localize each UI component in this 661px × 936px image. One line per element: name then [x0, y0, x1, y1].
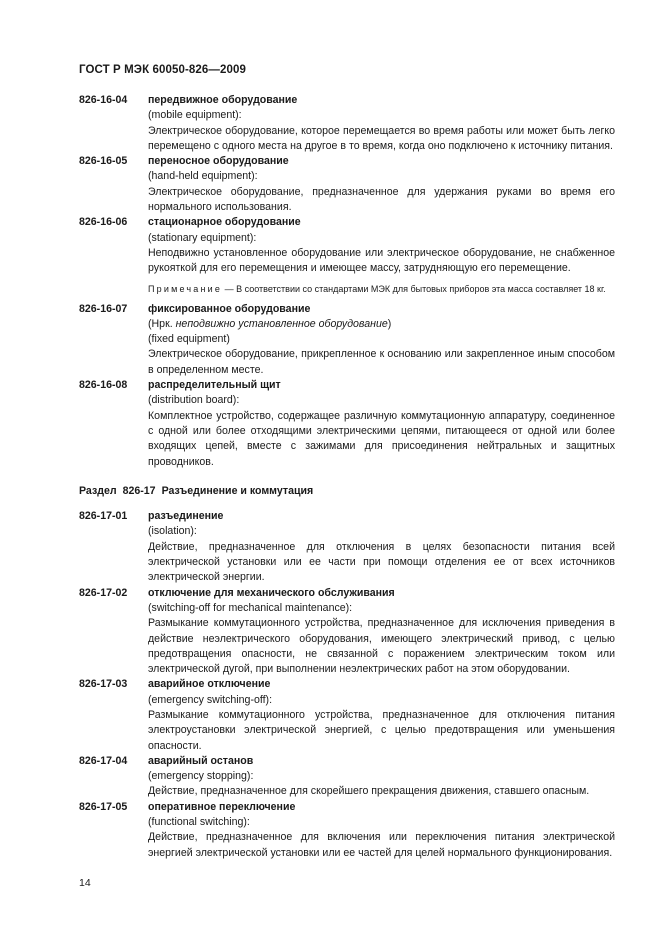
deprecated-suffix: )	[387, 317, 392, 330]
entry-term: отключение для механического обслуживания	[148, 586, 395, 599]
entry-number: 826-16-07	[79, 302, 128, 315]
entry-english: (functional switching):	[148, 816, 250, 829]
note-text: — В соответствии со стандартами МЭК для бытовых приборов эта масса составляет 18 кг.	[222, 283, 606, 294]
deprecated-term: неподвижно установленное оборудование	[175, 317, 388, 330]
entry-number: 826-17-04	[79, 754, 128, 767]
entry-number: 826-17-03	[79, 678, 128, 691]
entry-definition: Неподвижно установленное оборудование или электрическое оборудование, не снабженное рукояткой для его перемещения и имеющее массу, затрудняющую его перемещение.	[148, 246, 615, 275]
entry-definition: Комплектное устройство, содержащее различную коммутационную аппаратуру, соединенное с одной или более отходящими электрическими цепями, питающееся от одной или более входящих цепей, вместе с зажимами для присоединения нейтральных и защитных проводников.	[148, 409, 615, 468]
entry-note	[148, 283, 615, 296]
entry-english: (fixed equipment)	[148, 333, 230, 346]
entry-definition: Размыкание коммутационного устройства, предназначенное для исключения приведения в действие неэлектрического оборудования, имеющего электрический привод, с целью предотвращения опасности, не связанной с поражением электрическим током или электрической дугой, при выполнении неэлектрических работ на этом оборудовании.	[148, 617, 615, 676]
entry-deprecated-term	[148, 317, 615, 332]
page-header: ГОСТ Р МЭК 60050-826—2009	[79, 64, 246, 76]
section-heading	[79, 484, 615, 499]
entry	[79, 378, 615, 470]
page-number: 14	[79, 877, 91, 889]
document-content	[79, 93, 615, 861]
entry	[79, 677, 615, 753]
entry	[79, 800, 615, 861]
entry-body	[148, 154, 615, 215]
entry-body	[148, 509, 615, 585]
entry-definition: Размыкание коммутационного устройства, предназначенное для отключения питания электроустановки электрической энергией, с целью предотвращения или уменьшения опасности.	[148, 708, 615, 752]
section-label: Раздел	[79, 484, 117, 497]
entry-english: (hand-held equipment):	[148, 170, 258, 183]
entry-body	[148, 302, 615, 378]
entry	[79, 154, 615, 215]
entry	[79, 215, 615, 301]
entry-body	[148, 677, 615, 753]
deprecated-prefix: (Нрк.	[148, 317, 176, 330]
entry-number: 826-16-08	[79, 379, 128, 392]
entry-definition: Действие, предназначенное для включения или переключения питания электрической энергией электрической установки или ее частей для целей нормального функционирования.	[148, 831, 615, 859]
entry-number: 826-17-02	[79, 586, 128, 599]
entry-english: (emergency stopping):	[148, 770, 254, 783]
entry-term: переносное оборудование	[148, 155, 289, 168]
entry-definition: Электрическое оборудование, которое перемещается во время работы или может быть легко перемещено с одного места на другое в то время, когда оно подключено к источнику питания.	[148, 124, 615, 152]
entry-term: стационарное оборудование	[148, 216, 301, 229]
entry-definition: Электрическое оборудование, прикрепленное к основанию или закрепленное иным способом в определенном месте.	[148, 348, 615, 376]
entry-english: (switching-off for mechanical maintenance):	[148, 601, 353, 614]
section-title: Разъединение и коммутация	[161, 484, 314, 497]
entry-definition: Действие, предназначенное для отключения в целях безопасности питания всей электрической установки или ее части при помощи отделения ее от всех источников электрической энергии.	[148, 540, 615, 584]
entry-definition: Действие, предназначенное для скорейшего прекращения движения, ставшего опасным.	[148, 785, 590, 798]
entry-number: 826-16-05	[79, 155, 128, 168]
entry-body	[148, 378, 615, 470]
entry-english: (emergency switching-off):	[148, 693, 273, 706]
entry-body	[148, 215, 615, 301]
section-number: 826-17	[122, 484, 156, 497]
entry-definition: Электрическое оборудование, предназначенное для удержания руками во время его нормального использования.	[148, 185, 615, 214]
entry-english: (mobile equipment):	[148, 109, 242, 122]
entry-body	[148, 93, 615, 154]
entry	[79, 302, 615, 378]
entry	[79, 509, 615, 585]
entry-term: разъединение	[148, 510, 224, 523]
entry-term: оперативное переключение	[148, 800, 296, 813]
entry-term: фиксированное оборудование	[148, 302, 311, 315]
entry-number: 826-17-01	[79, 510, 128, 523]
entry-term: распределительный щит	[148, 379, 281, 392]
entry	[79, 586, 615, 678]
entry	[79, 93, 615, 154]
note-label: Примечание	[148, 283, 223, 294]
entry-body	[148, 800, 615, 861]
entry-number: 826-17-05	[79, 800, 128, 813]
entry-body	[148, 754, 615, 800]
entry-number: 826-16-06	[79, 216, 128, 229]
entry-english: (isolation):	[148, 525, 197, 538]
entry	[79, 754, 615, 800]
entry-body	[148, 586, 615, 678]
entry-term: передвижное оборудование	[148, 94, 298, 106]
entry-term: аварийное отключение	[148, 678, 271, 691]
entry-english: (distribution board):	[148, 394, 240, 407]
entry-english: (stationary equipment):	[148, 231, 257, 244]
entry-number: 826-16-04	[79, 94, 128, 106]
entry-term: аварийный останов	[148, 754, 254, 767]
